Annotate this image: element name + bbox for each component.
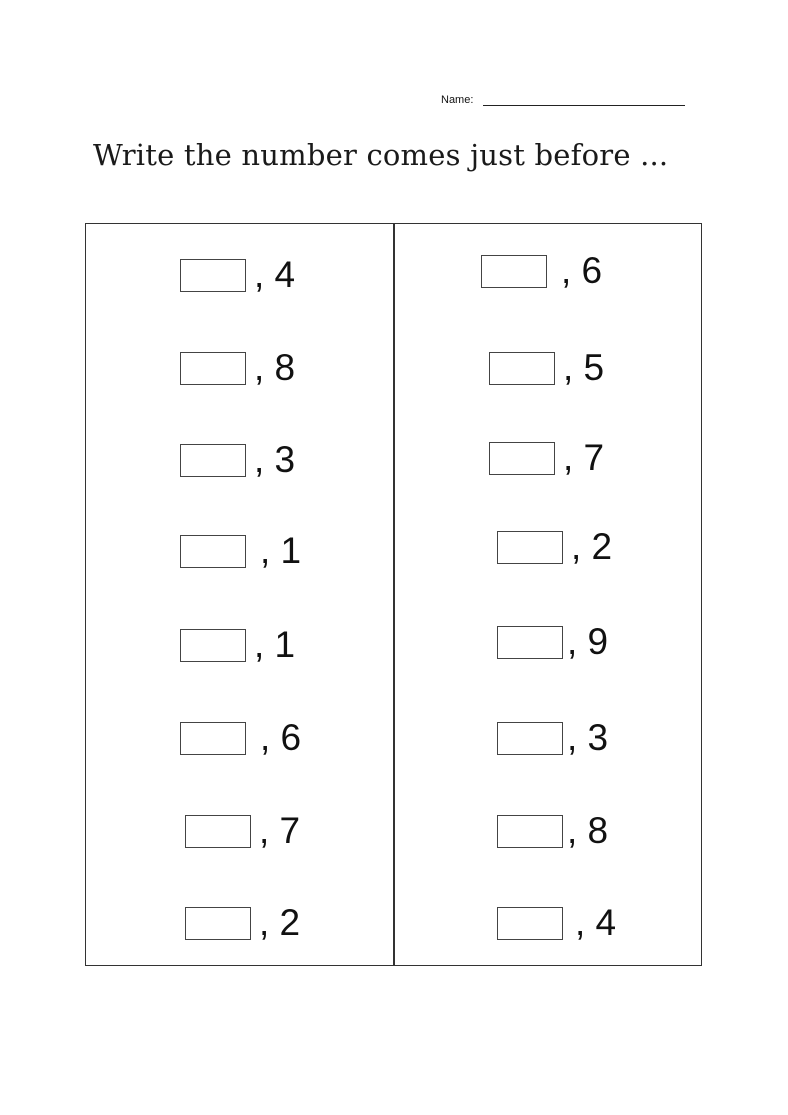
right-row-1: [481, 251, 602, 291]
left-row-7: [185, 811, 300, 851]
given-number: , 6: [561, 250, 603, 291]
given-number: , 8: [567, 810, 609, 851]
answer-box[interactable]: [497, 907, 563, 940]
given-number: , 1: [260, 530, 302, 571]
given-number: , 2: [259, 902, 301, 943]
left-row-3: [180, 440, 295, 480]
left-row-1: [180, 255, 295, 295]
name-input-line[interactable]: [483, 93, 685, 106]
right-row-5: [497, 622, 608, 662]
given-number: , 3: [567, 717, 609, 758]
worksheet-title: Write the number comes just before ...: [93, 138, 669, 172]
given-number: , 5: [563, 347, 605, 388]
answer-box[interactable]: [497, 815, 563, 848]
right-row-8: [497, 903, 616, 943]
answer-box[interactable]: [497, 626, 563, 659]
left-row-6: [180, 718, 301, 758]
left-row-2: [180, 348, 295, 388]
name-label: Name:: [441, 94, 474, 106]
given-number: , 4: [575, 902, 617, 943]
left-row-5: [180, 625, 295, 665]
answer-box[interactable]: [180, 535, 246, 568]
given-number: , 6: [260, 717, 302, 758]
answer-box[interactable]: [180, 259, 246, 292]
given-number: , 3: [254, 439, 296, 480]
answer-box[interactable]: [489, 442, 555, 475]
left-row-8: [185, 903, 300, 943]
given-number: , 4: [254, 254, 296, 295]
answer-box[interactable]: [180, 444, 246, 477]
right-row-4: [497, 527, 612, 567]
name-field: [441, 93, 685, 106]
given-number: , 7: [259, 810, 301, 851]
right-row-7: [497, 811, 608, 851]
given-number: , 2: [571, 526, 613, 567]
answer-box[interactable]: [180, 629, 246, 662]
answer-box[interactable]: [497, 722, 563, 755]
given-number: , 8: [254, 347, 296, 388]
answer-box[interactable]: [185, 815, 251, 848]
right-row-6: [497, 718, 608, 758]
right-row-3: [489, 438, 604, 478]
answer-box[interactable]: [497, 531, 563, 564]
answer-box[interactable]: [180, 352, 246, 385]
answer-box[interactable]: [481, 255, 547, 288]
answer-box[interactable]: [185, 907, 251, 940]
column-divider: [393, 223, 395, 966]
left-row-4: [180, 531, 301, 571]
given-number: , 1: [254, 624, 296, 665]
answer-box[interactable]: [180, 722, 246, 755]
right-row-2: [489, 348, 604, 388]
answer-box[interactable]: [489, 352, 555, 385]
given-number: , 7: [563, 437, 605, 478]
given-number: , 9: [567, 621, 609, 662]
